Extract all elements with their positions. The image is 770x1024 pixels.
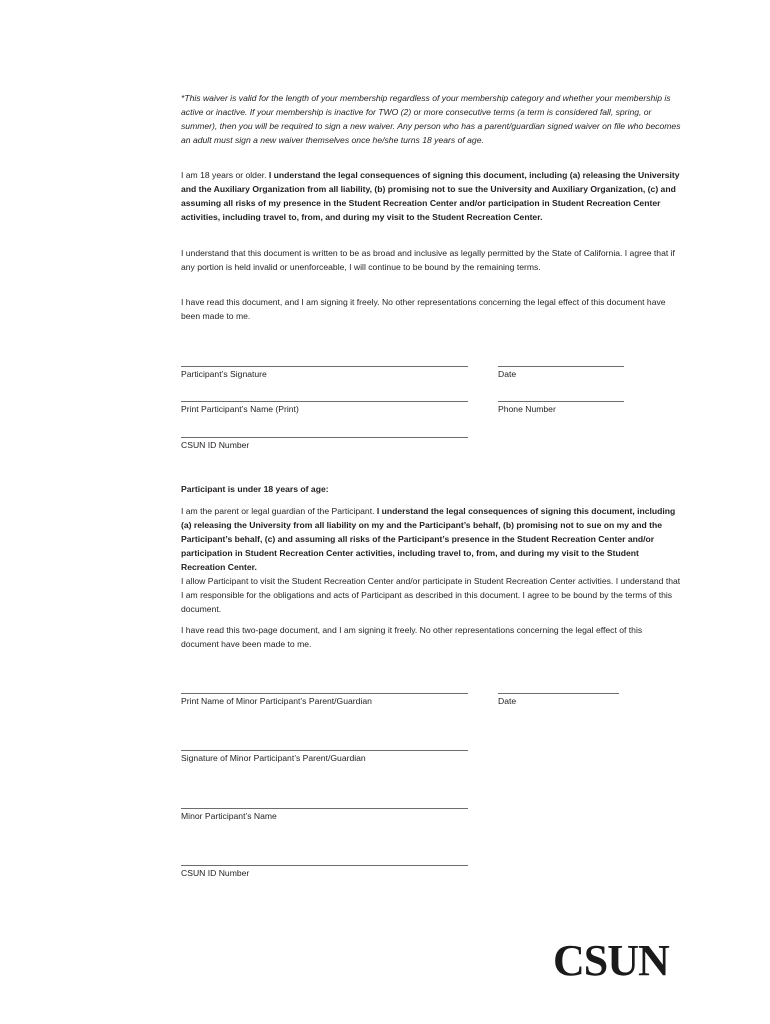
participant-signature-label: Participant’s Signature [181, 369, 267, 379]
inclusive-paragraph: I understand that this document is written to be as broad and inclusive as legally permitted by the State of California. I agree that if any portion is held invalid or unenforceable, I will continue to be bound by the remaining terms. [181, 248, 675, 272]
waiver-validity-note: *This waiver is valid for the length of your membership regardless of your membership category and whether your membership is active or inactive. If your membership is inactive for TWO (2) or more consecutive terms (a term is considered fall, spring, or summer), then you will be required to sign a new waiver. Any person who has a parent/guardian signed waiver on file who becomes an adult must sign a new waiver themselves once he/she turns 18 years of age. [181, 93, 681, 145]
minor-read-paragraph: I have read this two-page document, and I am signing it freely. No other representations concerning the legal effect of this document have been made to me. [181, 625, 643, 649]
print-name-label: Print Participant’s Name (Print) [181, 404, 299, 414]
minor-heading [181, 482, 681, 496]
participant-signature-line[interactable] [181, 366, 468, 367]
phone-label: Phone Number [498, 404, 556, 414]
minor-date-line[interactable] [498, 693, 619, 694]
minor-intro: I am the parent or legal guardian of the Participant. [181, 506, 377, 516]
minor-date-label: Date [498, 696, 517, 706]
minor-consequences-paragraph [181, 504, 681, 616]
minor-name-label: Minor Participant’s Name [181, 811, 277, 821]
csun-id-line[interactable] [181, 437, 468, 438]
minor-heading-text: Participant is under 18 years of age: [181, 484, 329, 494]
minor-consequences: I understand the legal consequences of signing this document, including (a) releasing the University from all liability on my and the Participant’s behalf, (b) promising not to sue on my and the Participant’s behalf, (c) and assuming all risks of the Participant’s presence in the Student Recreation Center and/or participation in Student Recreation Center activities, including travel to, from, and during my visit to the Student Recreation Center. [181, 506, 676, 572]
phone-line[interactable] [498, 401, 624, 402]
adult-consequences: I understand the legal consequences of signing this document, including (a) releasing the University and the Auxiliary Organization from all liability, (b) promising not to sue the University and Auxiliary Organization, (c) and assuming all risks of my presence in the Student Recreation Center and/or participation in Student Recreation Center activities, including travel to, from, and during my visit to the Student Recreation Center. [181, 170, 680, 222]
minor-name-line[interactable] [181, 808, 468, 809]
adult-intro: I am 18 years or older. [181, 170, 269, 180]
guardian-signature-line[interactable] [181, 750, 468, 751]
minor-csun-id-label: CSUN ID Number [181, 868, 250, 878]
adult-consequences-paragraph [181, 168, 681, 224]
date-line[interactable] [498, 366, 624, 367]
minor-allow: I allow Participant to visit the Student Recreation Center and/or participate in Student Recreation Center activities. I understand that I am responsible for the obligations and acts of Participant as described in this document. I agree to be bound by the terms of this document. [181, 576, 681, 614]
minor-csun-id-line[interactable] [181, 865, 468, 866]
guardian-print-line[interactable] [181, 693, 468, 694]
guardian-print-label: Print Name of Minor Participant’s Parent/Guardian [181, 696, 372, 706]
csun-id-label: CSUN ID Number [181, 440, 250, 450]
csun-logo: CSUN [553, 936, 669, 985]
adult-read-paragraph: I have read this document, and I am signing it freely. No other representations concerning the legal effect of this document have been made to me. [181, 297, 666, 321]
print-name-line[interactable] [181, 401, 468, 402]
date-label: Date [498, 369, 517, 379]
guardian-signature-label: Signature of Minor Participant’s Parent/Guardian [181, 753, 366, 763]
